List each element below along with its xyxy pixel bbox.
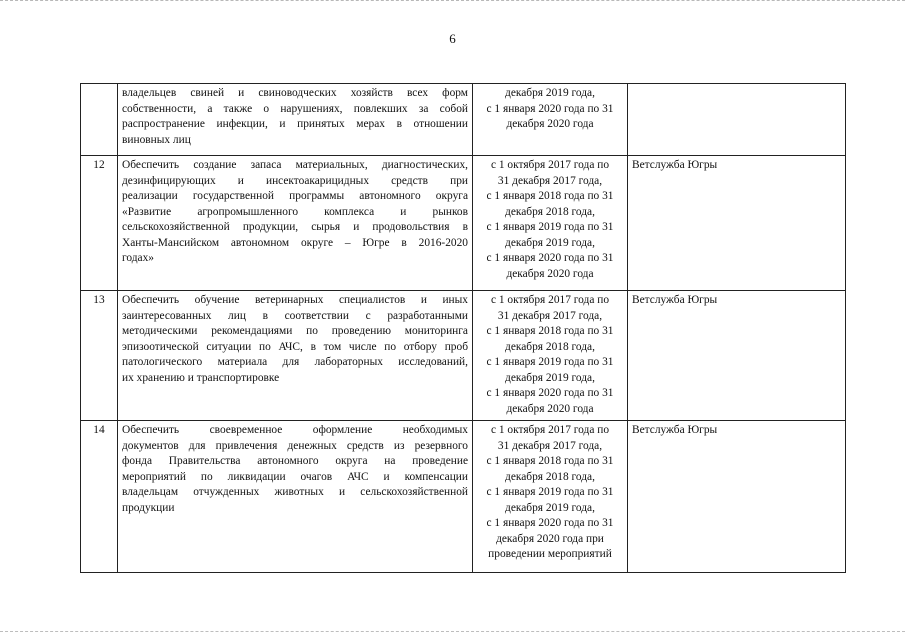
description-line: «Развитие агропромышленного комплекса и рынков (122, 205, 468, 218)
description-line: Обеспечить создание запаса материальных, диагностических, (122, 159, 468, 171)
description-line: патологического материала для лабораторных исследований, (122, 356, 468, 368)
period-line: с 1 января 2020 года по 31 (486, 102, 614, 115)
period-line: декабря 2020 года (506, 267, 594, 280)
description-line: документов для привлечения денежных средств из резервного (122, 439, 468, 452)
table-row (81, 156, 846, 291)
description-line: владельцев свиней и свиноводческих хозяйств всех форм (122, 87, 468, 99)
period-line: с 1 января 2019 года по 31 (486, 356, 614, 368)
period-line: декабря 2019 года, (505, 501, 595, 514)
period-line: с 1 октября 2017 года по (490, 159, 610, 171)
measure-description (118, 291, 473, 421)
description-line: собственности, а также о нарушениях, повлекших за собой (122, 102, 468, 115)
description-line: мероприятий по ликвидации очагов АЧС и компенсации (122, 470, 468, 483)
period-line: декабря 2019 года, (505, 371, 595, 384)
period-line: декабря 2019 года, (505, 236, 595, 249)
responsible-executor: Ветслужба Югры (628, 421, 846, 573)
row-number: 13 (81, 291, 118, 421)
period-line: с 1 января 2018 года по 31 (486, 190, 614, 202)
description-line: их хранению и транспортировке (122, 371, 280, 384)
description-line: заинтересованных лиц в соответствии с разработанными (122, 309, 468, 322)
row-number (81, 84, 118, 156)
description-line: Обеспечить своевременное оформление необходимых (122, 424, 468, 436)
period-line: с 1 января 2020 года по 31 (486, 387, 614, 399)
period-line: декабря 2019 года, (505, 87, 595, 99)
responsible-executor: Ветслужба Югры (628, 156, 846, 291)
table-row (81, 291, 846, 421)
execution-period (473, 156, 628, 291)
description-line: эпизоотической ситуации по АЧС, в том числе по отбору проб (122, 340, 468, 353)
table-row (81, 84, 846, 156)
period-line: с 1 октября 2017 года по (490, 294, 610, 306)
period-line: 31 декабря 2017 года, (497, 174, 603, 187)
description-line: владельцам отчужденных животных и сельскохозяйственной (122, 486, 468, 498)
period-line: проведении мероприятий (488, 548, 612, 560)
description-line: сельскохозяйственной продукции, сырья и продовольствия в (122, 221, 468, 233)
execution-period (473, 421, 628, 573)
description-line: Обеспечить обучение ветеринарных специалистов и иных (122, 294, 468, 306)
row-number: 14 (81, 421, 118, 573)
description-line: годах» (122, 252, 154, 264)
period-line: с 1 января 2019 года по 31 (486, 221, 614, 233)
period-line: 31 декабря 2017 года, (497, 439, 603, 452)
row-number: 12 (81, 156, 118, 291)
table-row (81, 421, 846, 573)
description-line: реализации государственной программы автономного округа (122, 190, 468, 202)
period-line: с 1 октября 2017 года по (490, 424, 610, 436)
period-line: с 1 января 2019 года по 31 (486, 486, 614, 498)
period-line: с 1 января 2018 года по 31 (486, 325, 614, 337)
measure-description (118, 156, 473, 291)
execution-period (473, 84, 628, 156)
period-line: декабря 2020 года при (496, 532, 604, 545)
description-line: методическими рекомендациями по проведению мониторинга (122, 325, 468, 337)
execution-period (473, 291, 628, 421)
measure-description (118, 421, 473, 573)
description-line: Ханты-Мансийском автономном округе – Югре в 2016-2020 (122, 236, 468, 249)
description-line: фонда Правительства автономного округа на проведение (122, 455, 468, 467)
scan-bottom-edge (0, 631, 905, 636)
period-line: с 1 января 2020 года по 31 (486, 517, 614, 529)
responsible-executor: Ветслужба Югры (628, 291, 846, 421)
description-line: распространение инфекции, и принятых мерах в отношении (122, 118, 468, 130)
period-line: с 1 января 2020 года по 31 (486, 252, 614, 264)
period-line: декабря 2020 года (506, 118, 594, 130)
description-line: продукции (122, 501, 175, 514)
scan-top-edge (0, 0, 905, 4)
measures-table (80, 83, 846, 573)
description-line: дезинфицирующих и инсектоакарицидных средств при (122, 174, 468, 187)
responsible-executor (628, 84, 846, 156)
measure-description (118, 84, 473, 156)
period-line: декабря 2020 года (506, 402, 594, 415)
period-line: декабря 2018 года, (505, 470, 595, 483)
page-number: 6 (449, 31, 456, 46)
period-line: декабря 2018 года, (505, 205, 595, 218)
period-line: 31 декабря 2017 года, (497, 309, 603, 322)
period-line: с 1 января 2018 года по 31 (486, 455, 614, 467)
period-line: декабря 2018 года, (505, 340, 595, 353)
description-line: виновных лиц (122, 133, 191, 146)
